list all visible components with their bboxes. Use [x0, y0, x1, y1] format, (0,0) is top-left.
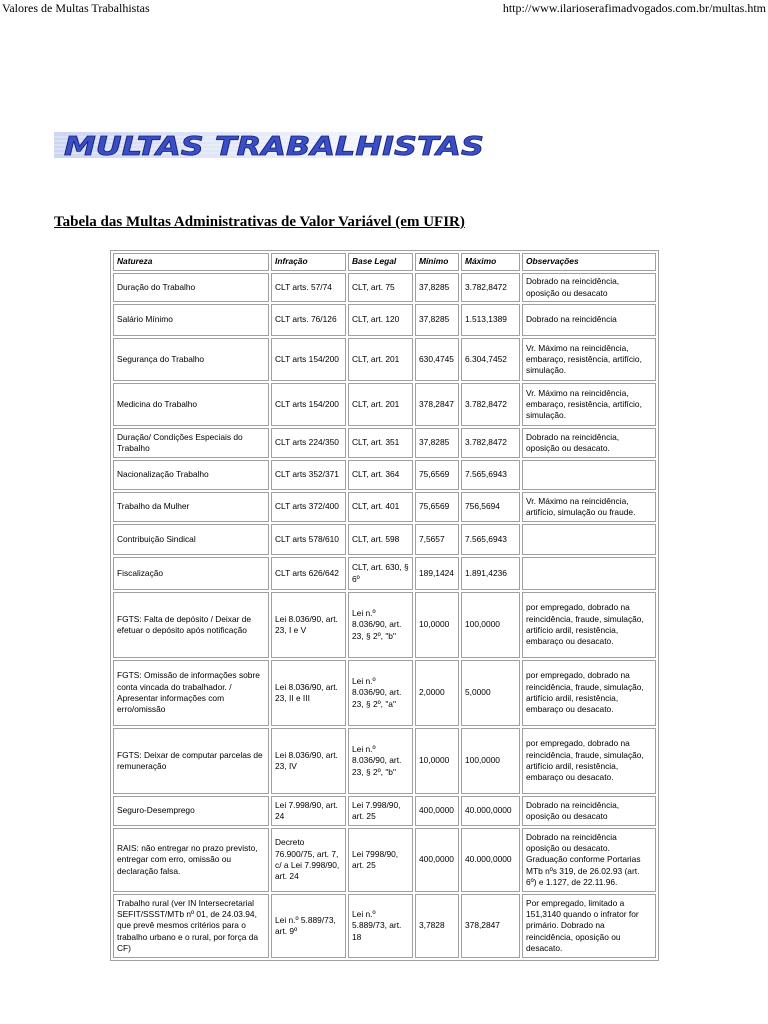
cell-minimo: 2,0000 [415, 660, 459, 726]
column-header-maximo: Máximo [461, 253, 520, 271]
table-row [113, 460, 656, 490]
cell-base-legal: CLT, art. 364 [348, 460, 413, 490]
fines-table-wrapper [110, 250, 659, 961]
page-title: Tabela das Multas Administrativas de Valor Variável (em UFIR) [54, 214, 465, 230]
cell-natureza: Medicina do Trabalho [113, 383, 269, 426]
cell-maximo: 7.565,6943 [461, 460, 520, 490]
cell-natureza: Duração/ Condições Especiais do Trabalho [113, 428, 269, 458]
column-header-minimo: Mínimo [415, 253, 459, 271]
table-row [113, 592, 656, 658]
cell-infracao: Lei n.º 5.889/73, art. 9º [271, 894, 346, 958]
cell-maximo: 378,2847 [461, 894, 520, 958]
cell-base-legal: Lei n.º 8.036/90, art. 23, § 2º, "b" [348, 728, 413, 794]
cell-infracao: Decreto 76.900/75, art. 7, c/ a Lei 7.998/90, art. 24 [271, 828, 346, 892]
cell-observacoes: Vr. Máximo na reincidência, embaraço, resistência, artifício, simulação. [522, 383, 656, 426]
column-header-base-legal: Base Legal [348, 253, 413, 271]
cell-minimo: 3,7828 [415, 894, 459, 958]
cell-observacoes: Vr. Máximo na reincidência, embaraço, resistência, artifício, simulação. [522, 338, 656, 381]
cell-natureza: Duração do Trabalho [113, 273, 269, 302]
column-header-infracao: Infração [271, 253, 346, 271]
cell-natureza: FGTS: Omissão de informações sobre conta vincada do trabalhador. / Apresentar informações com erro/omissão [113, 660, 269, 726]
table-row [113, 304, 656, 336]
cell-maximo: 40.000,0000 [461, 796, 520, 826]
cell-maximo: 6.304,7452 [461, 338, 520, 381]
table-row [113, 524, 656, 555]
cell-observacoes: por empregado, dobrado na reincidência, fraude, simulação, artifício ardil, resistência, embaraço ou desacato. [522, 660, 656, 726]
cell-observacoes: por empregado, dobrado na reincidência, fraude, simulação, artifício ardil, resistência, embaraço ou desacato. [522, 592, 656, 658]
cell-base-legal: CLT, art. 351 [348, 428, 413, 458]
cell-infracao: CLT arts. 57/74 [271, 273, 346, 302]
banner-text: MULTAS TRABALHISTAS [64, 132, 484, 162]
cell-minimo: 75,6569 [415, 460, 459, 490]
cell-natureza: FGTS: Falta de depósito / Deixar de efetuar o depósito após notificação [113, 592, 269, 658]
page-header [0, 0, 768, 18]
table-row [113, 492, 656, 522]
table-row [113, 338, 656, 381]
cell-minimo: 400,0000 [415, 796, 459, 826]
banner-logo [54, 128, 498, 162]
cell-infracao: Lei 8.036/90, art. 23, II e III [271, 660, 346, 726]
cell-maximo: 7.565,6943 [461, 524, 520, 555]
cell-minimo: 37,8285 [415, 273, 459, 302]
cell-minimo: 10,0000 [415, 592, 459, 658]
cell-base-legal: CLT, art. 201 [348, 383, 413, 426]
column-header-observacoes: Observações [522, 253, 656, 271]
cell-natureza: Seguro-Desemprego [113, 796, 269, 826]
cell-infracao: CLT arts 154/200 [271, 338, 346, 381]
cell-maximo: 3.782,8472 [461, 428, 520, 458]
cell-minimo: 37,8285 [415, 304, 459, 336]
cell-maximo: 100,0000 [461, 592, 520, 658]
cell-observacoes: Por empregado, limitado a 151,3140 quando o infrator for primário. Dobrado na reincidência, oposição ou desacato. [522, 894, 656, 958]
cell-observacoes [522, 557, 656, 590]
cell-infracao: Lei 8.036/90, art. 23, I e V [271, 592, 346, 658]
cell-natureza: Trabalho da Mulher [113, 492, 269, 522]
cell-maximo: 40.000,0000 [461, 828, 520, 892]
cell-base-legal: Lei n.º 5.889/73, art. 18 [348, 894, 413, 958]
header-url: http://www.ilarioserafimadvogados.com.br/multas.htm [502, 1, 766, 15]
cell-minimo: 37,8285 [415, 428, 459, 458]
cell-maximo: 3.782,8472 [461, 273, 520, 302]
cell-observacoes [522, 524, 656, 555]
cell-maximo: 1.891,4236 [461, 557, 520, 590]
cell-natureza: Trabalho rural (ver IN Intersecretarial SEFIT/SSST/MTb nº 01, de 24.03.94, que prevê mesmos critérios para o trabalho urbano e o rural, por força da CF) [113, 894, 269, 958]
cell-maximo: 3.782,8472 [461, 383, 520, 426]
table-row [113, 796, 656, 826]
cell-minimo: 7,5657 [415, 524, 459, 555]
cell-base-legal: CLT, art. 120 [348, 304, 413, 336]
cell-natureza: Fiscalização [113, 557, 269, 590]
cell-infracao: CLT arts 224/350 [271, 428, 346, 458]
cell-natureza: Salário Mínimo [113, 304, 269, 336]
cell-infracao: CLT arts 372/400 [271, 492, 346, 522]
cell-base-legal: CLT, art. 630, § 6º [348, 557, 413, 590]
cell-observacoes: Vr. Máximo na reincidência, artifício, simulação ou fraude. [522, 492, 656, 522]
cell-infracao: Lei 7.998/90, art. 24 [271, 796, 346, 826]
cell-observacoes: Dobrado na reincidência, oposição ou desacato [522, 796, 656, 826]
cell-maximo: 756,5694 [461, 492, 520, 522]
cell-base-legal: Lei n.º 8.036/90, art. 23, § 2º, "a" [348, 660, 413, 726]
cell-infracao: CLT arts 352/371 [271, 460, 346, 490]
cell-base-legal: Lei 7.998/90, art. 25 [348, 796, 413, 826]
cell-observacoes: por empregado, dobrado na reincidência, fraude, simulação, artifício ardil, resistência, embaraço ou desacato. [522, 728, 656, 794]
cell-minimo: 189,1424 [415, 557, 459, 590]
cell-base-legal: CLT, art. 598 [348, 524, 413, 555]
table-row [113, 557, 656, 590]
cell-maximo: 5,0000 [461, 660, 520, 726]
table-row [113, 894, 656, 958]
cell-base-legal: CLT, art. 401 [348, 492, 413, 522]
cell-infracao: CLT arts 578/610 [271, 524, 346, 555]
table-header-row [113, 253, 656, 271]
table-row [113, 728, 656, 794]
header-title: Valores de Multas Trabalhistas [2, 1, 150, 15]
cell-base-legal: Lei n.º 8.036/90, art. 23, § 2º, "b" [348, 592, 413, 658]
cell-base-legal: CLT, art. 75 [348, 273, 413, 302]
table-row [113, 660, 656, 726]
table-row [113, 273, 656, 302]
cell-infracao: CLT arts. 76/126 [271, 304, 346, 336]
table-row [113, 383, 656, 426]
cell-maximo: 100,0000 [461, 728, 520, 794]
cell-natureza: Segurança do Trabalho [113, 338, 269, 381]
cell-observacoes: Dobrado na reincidência, oposição ou desacato [522, 273, 656, 302]
cell-infracao: Lei 8.036/90, art. 23, IV [271, 728, 346, 794]
cell-infracao: CLT arts 626/642 [271, 557, 346, 590]
table-row [113, 428, 656, 458]
cell-minimo: 378,2847 [415, 383, 459, 426]
cell-observacoes [522, 460, 656, 490]
table-row [113, 828, 656, 892]
cell-natureza: Nacionalização Trabalho [113, 460, 269, 490]
fines-table [110, 250, 659, 961]
cell-natureza: RAIS: não entregar no prazo previsto, entregar com erro, omissão ou declaração falsa. [113, 828, 269, 892]
cell-natureza: Contribuição Sindical [113, 524, 269, 555]
column-header-natureza: Natureza [113, 253, 269, 271]
cell-observacoes: Dobrado na reincidência [522, 304, 656, 336]
cell-base-legal: Lei 7998/90, art. 25 [348, 828, 413, 892]
cell-minimo: 630,4745 [415, 338, 459, 381]
cell-minimo: 400,0000 [415, 828, 459, 892]
cell-observacoes: Dobrado na reincidência, oposição ou desacato. [522, 428, 656, 458]
cell-minimo: 10,0000 [415, 728, 459, 794]
cell-natureza: FGTS: Deixar de computar parcelas de remuneração [113, 728, 269, 794]
cell-infracao: CLT arts 154/200 [271, 383, 346, 426]
cell-maximo: 1.513,1389 [461, 304, 520, 336]
cell-minimo: 75,6569 [415, 492, 459, 522]
cell-observacoes: Dobrado na reincidência oposição ou desacato. Graduação conforme Portarias MTb nºs 319, de 26.02.93 (art. 6º) e 1.127, de 22.11.96. [522, 828, 656, 892]
cell-base-legal: CLT, art. 201 [348, 338, 413, 381]
